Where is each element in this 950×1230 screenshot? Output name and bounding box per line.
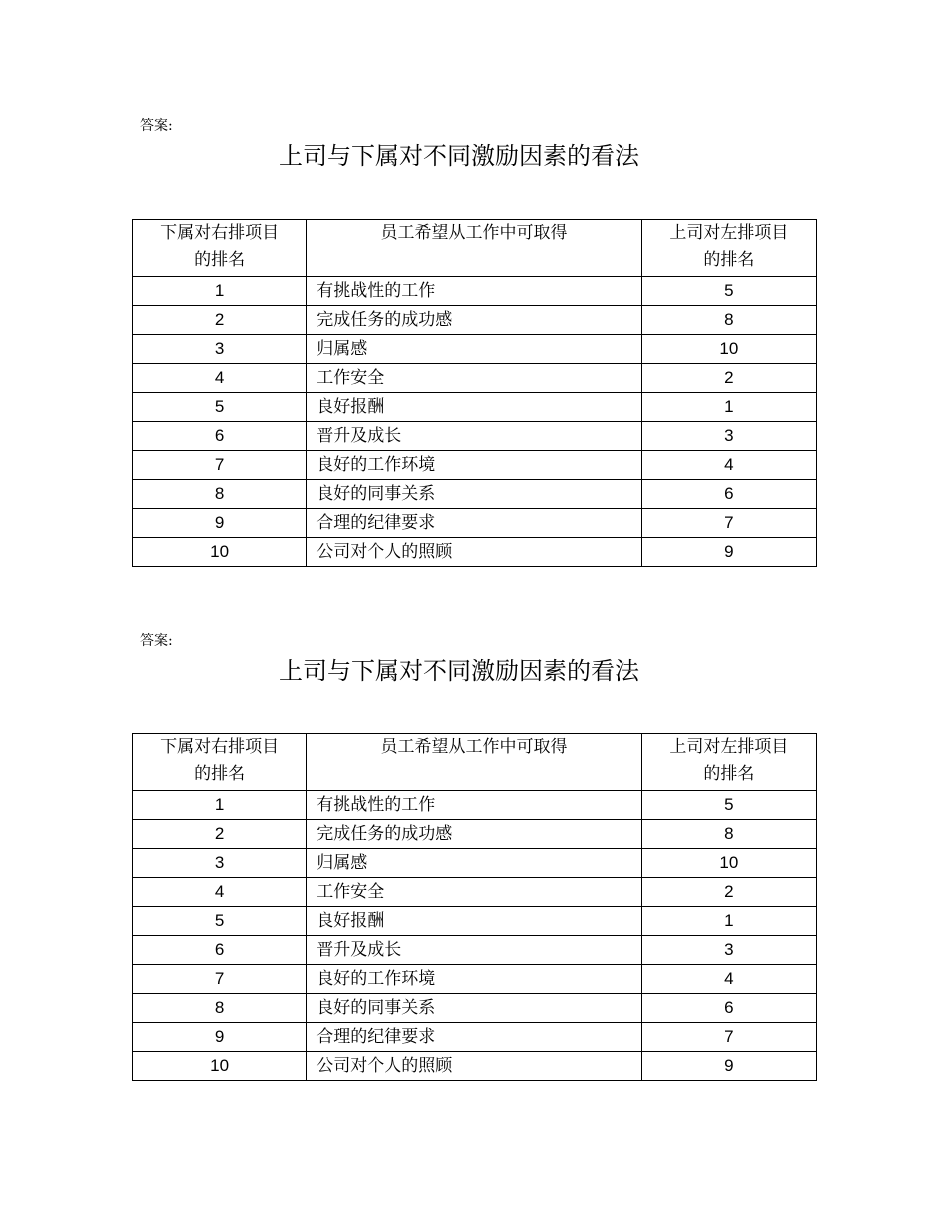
header-supervisor-rank bbox=[641, 734, 816, 791]
subordinate-rank-cell: 10 bbox=[133, 538, 307, 567]
answer-label: 答案: bbox=[140, 633, 173, 649]
factor-cell: 有挑战性的工作 bbox=[307, 277, 641, 306]
supervisor-rank-cell: 2 bbox=[641, 364, 816, 393]
ranking-table bbox=[132, 733, 817, 1081]
header-subordinate-rank bbox=[133, 220, 307, 277]
supervisor-rank-cell: 1 bbox=[641, 393, 816, 422]
supervisor-rank-cell: 8 bbox=[641, 820, 816, 849]
subordinate-rank-cell: 9 bbox=[133, 1023, 307, 1052]
header-employee-wants-text: 员工希望从工作中可取得 bbox=[380, 737, 568, 757]
document-title: 上司与下属对不同激励因素的看法 bbox=[279, 142, 639, 170]
subordinate-rank-cell: 3 bbox=[133, 849, 307, 878]
table-row bbox=[133, 994, 817, 1023]
table-header-row bbox=[133, 734, 817, 791]
factor-cell: 完成任务的成功感 bbox=[307, 306, 641, 335]
supervisor-rank-cell: 6 bbox=[641, 480, 816, 509]
factor-cell: 良好的工作环境 bbox=[307, 451, 641, 480]
supervisor-rank-cell: 3 bbox=[641, 936, 816, 965]
factor-cell: 公司对个人的照顾 bbox=[307, 1052, 641, 1081]
header-subordinate-rank-text: 下属对右排项目 的排名 bbox=[160, 737, 280, 784]
supervisor-rank-cell: 5 bbox=[641, 791, 816, 820]
subordinate-rank-cell: 4 bbox=[133, 878, 307, 907]
subordinate-rank-cell: 9 bbox=[133, 509, 307, 538]
table-row bbox=[133, 306, 817, 335]
subordinate-rank-cell: 7 bbox=[133, 965, 307, 994]
header-subordinate-rank-text: 下属对右排项目 的排名 bbox=[160, 223, 280, 270]
header-employee-wants bbox=[307, 734, 641, 791]
factor-cell: 良好报酬 bbox=[307, 393, 641, 422]
supervisor-rank-cell: 7 bbox=[641, 1023, 816, 1052]
table-row bbox=[133, 1052, 817, 1081]
factor-cell: 良好的工作环境 bbox=[307, 965, 641, 994]
factor-cell: 良好报酬 bbox=[307, 907, 641, 936]
factor-cell: 完成任务的成功感 bbox=[307, 820, 641, 849]
subordinate-rank-cell: 8 bbox=[133, 994, 307, 1023]
ranking-table bbox=[132, 219, 817, 567]
header-supervisor-rank-text: 上司对左排项目 的排名 bbox=[669, 737, 789, 784]
supervisor-rank-cell: 9 bbox=[641, 1052, 816, 1081]
supervisor-rank-cell: 7 bbox=[641, 509, 816, 538]
subordinate-rank-cell: 5 bbox=[133, 393, 307, 422]
table-row bbox=[133, 393, 817, 422]
table-row bbox=[133, 480, 817, 509]
header-employee-wants-text: 员工希望从工作中可取得 bbox=[380, 223, 568, 243]
supervisor-rank-cell: 10 bbox=[641, 849, 816, 878]
supervisor-rank-cell: 9 bbox=[641, 538, 816, 567]
factor-cell: 晋升及成长 bbox=[307, 422, 641, 451]
subordinate-rank-cell: 1 bbox=[133, 791, 307, 820]
table-row bbox=[133, 820, 817, 849]
table-row bbox=[133, 335, 817, 364]
factor-cell: 公司对个人的照顾 bbox=[307, 538, 641, 567]
header-supervisor-rank bbox=[641, 220, 816, 277]
answer-label: 答案: bbox=[140, 118, 173, 134]
table-row bbox=[133, 422, 817, 451]
header-employee-wants bbox=[307, 220, 641, 277]
table-row bbox=[133, 451, 817, 480]
supervisor-rank-cell: 4 bbox=[641, 451, 816, 480]
subordinate-rank-cell: 6 bbox=[133, 422, 307, 451]
header-supervisor-rank-text: 上司对左排项目 的排名 bbox=[669, 223, 789, 270]
table-row bbox=[133, 538, 817, 567]
table-row bbox=[133, 878, 817, 907]
table-row bbox=[133, 364, 817, 393]
supervisor-rank-cell: 4 bbox=[641, 965, 816, 994]
supervisor-rank-cell: 2 bbox=[641, 878, 816, 907]
table-row bbox=[133, 1023, 817, 1052]
subordinate-rank-cell: 5 bbox=[133, 907, 307, 936]
supervisor-rank-cell: 10 bbox=[641, 335, 816, 364]
factor-cell: 有挑战性的工作 bbox=[307, 791, 641, 820]
supervisor-rank-cell: 6 bbox=[641, 994, 816, 1023]
subordinate-rank-cell: 1 bbox=[133, 277, 307, 306]
table-row bbox=[133, 791, 817, 820]
factor-cell: 晋升及成长 bbox=[307, 936, 641, 965]
supervisor-rank-cell: 8 bbox=[641, 306, 816, 335]
factor-cell: 合理的纪律要求 bbox=[307, 1023, 641, 1052]
header-subordinate-rank bbox=[133, 734, 307, 791]
document-title: 上司与下属对不同激励因素的看法 bbox=[279, 657, 639, 685]
factor-cell: 良好的同事关系 bbox=[307, 480, 641, 509]
table-header-row bbox=[133, 220, 817, 277]
factor-cell: 工作安全 bbox=[307, 878, 641, 907]
supervisor-rank-cell: 3 bbox=[641, 422, 816, 451]
factor-cell: 良好的同事关系 bbox=[307, 994, 641, 1023]
table-row bbox=[133, 849, 817, 878]
subordinate-rank-cell: 4 bbox=[133, 364, 307, 393]
subordinate-rank-cell: 6 bbox=[133, 936, 307, 965]
table-row bbox=[133, 965, 817, 994]
supervisor-rank-cell: 5 bbox=[641, 277, 816, 306]
factor-cell: 工作安全 bbox=[307, 364, 641, 393]
subordinate-rank-cell: 2 bbox=[133, 820, 307, 849]
subordinate-rank-cell: 10 bbox=[133, 1052, 307, 1081]
table-row bbox=[133, 509, 817, 538]
subordinate-rank-cell: 7 bbox=[133, 451, 307, 480]
table-row bbox=[133, 936, 817, 965]
factor-cell: 归属感 bbox=[307, 335, 641, 364]
factor-cell: 归属感 bbox=[307, 849, 641, 878]
subordinate-rank-cell: 2 bbox=[133, 306, 307, 335]
factor-cell: 合理的纪律要求 bbox=[307, 509, 641, 538]
subordinate-rank-cell: 3 bbox=[133, 335, 307, 364]
table-row bbox=[133, 277, 817, 306]
subordinate-rank-cell: 8 bbox=[133, 480, 307, 509]
supervisor-rank-cell: 1 bbox=[641, 907, 816, 936]
table-row bbox=[133, 907, 817, 936]
